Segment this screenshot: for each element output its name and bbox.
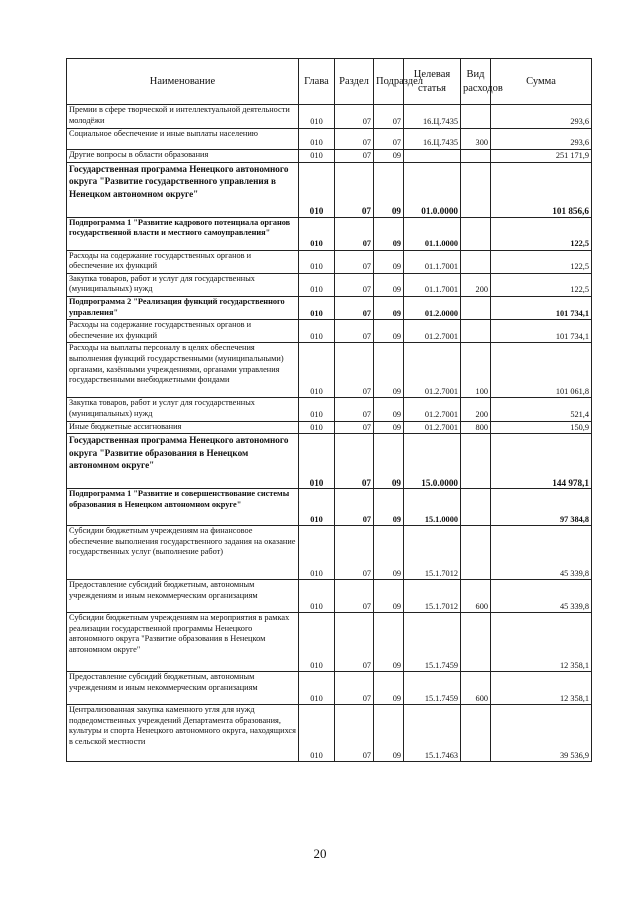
cell-name: Государственная программа Ненецкого автономного округа "Развитие государственного управления в Ненецком автономном округе" [67,162,299,217]
cell-glava: 010 [299,150,335,163]
cell-razdel: 07 [335,129,374,150]
table-row [67,398,592,421]
cell-podrazdel: 09 [374,526,404,580]
cell-podrazdel: 09 [374,250,404,273]
cell-glava: 010 [299,421,335,434]
cell-razdel: 07 [335,250,374,273]
header-razdel: Раздел [335,59,374,105]
cell-razdel: 07 [335,343,374,398]
cell-glava: 010 [299,705,335,762]
cell-glava: 010 [299,613,335,672]
cell-vid: 800 [461,421,491,434]
cell-sum: 293,6 [491,105,592,129]
header-sum: Сумма [491,59,592,105]
table-row [67,489,592,526]
table-row [67,273,592,296]
cell-razdel: 07 [335,613,374,672]
cell-vid [461,613,491,672]
cell-name: Социальное обеспечение и иные выплаты населению [67,129,299,150]
cell-target: 15.1.7012 [404,526,461,580]
cell-name: Субсидии бюджетным учреждениям на финансовое обеспечение выполнения государственного задания на оказание государственных услуг (выполнение работ) [67,526,299,580]
cell-sum: 97 384,8 [491,489,592,526]
header-vid: Вид расходов [461,59,491,105]
cell-glava: 010 [299,580,335,613]
cell-sum: 45 339,8 [491,526,592,580]
cell-vid [461,217,491,250]
cell-sum: 150,9 [491,421,592,434]
cell-sum: 39 536,9 [491,705,592,762]
cell-target: 01.1.7001 [404,250,461,273]
cell-name: Подпрограмма 1 "Развитие и совершенствование системы образования в Ненецком автономном округе" [67,489,299,526]
cell-podrazdel: 09 [374,296,404,319]
table-row [67,129,592,150]
cell-glava: 010 [299,672,335,705]
cell-sum: 12 358,1 [491,613,592,672]
cell-razdel: 07 [335,217,374,250]
cell-podrazdel: 07 [374,105,404,129]
cell-vid [461,434,491,489]
cell-vid [461,162,491,217]
cell-vid: 600 [461,580,491,613]
cell-podrazdel: 07 [374,129,404,150]
cell-target: 15.1.0000 [404,489,461,526]
cell-podrazdel: 09 [374,150,404,163]
cell-glava: 010 [299,320,335,343]
cell-razdel: 07 [335,705,374,762]
cell-razdel: 07 [335,105,374,129]
cell-podrazdel: 09 [374,705,404,762]
cell-vid: 100 [461,343,491,398]
cell-name: Иные бюджетные ассигнования [67,421,299,434]
cell-sum: 521,4 [491,398,592,421]
cell-target: 01.1.7001 [404,273,461,296]
table-row [67,526,592,580]
cell-vid [461,105,491,129]
cell-razdel: 07 [335,580,374,613]
cell-name: Предоставление субсидий бюджетным, автономным учреждениям и иным некоммерческим организациям [67,580,299,613]
cell-razdel: 07 [335,296,374,319]
cell-name: Закупка товаров, работ и услуг для государственных (муниципальных) нужд [67,273,299,296]
cell-sum: 101 856,6 [491,162,592,217]
cell-glava: 010 [299,526,335,580]
cell-sum: 122,5 [491,217,592,250]
cell-razdel: 07 [335,672,374,705]
cell-name: Другие вопросы в области образования [67,150,299,163]
cell-target: 16.Ц.7435 [404,129,461,150]
cell-razdel: 07 [335,434,374,489]
table-row [67,434,592,489]
cell-target: 01.2.7001 [404,421,461,434]
header-target: Целевая статья [404,59,461,105]
cell-razdel: 07 [335,320,374,343]
cell-target: 16.Ц.7435 [404,105,461,129]
cell-glava: 010 [299,398,335,421]
table-row [67,296,592,319]
cell-target: 15.1.7459 [404,672,461,705]
cell-podrazdel: 09 [374,162,404,217]
cell-glava: 010 [299,434,335,489]
cell-podrazdel: 09 [374,613,404,672]
cell-target: 01.2.0000 [404,296,461,319]
cell-vid [461,526,491,580]
cell-sum: 12 358,1 [491,672,592,705]
table-row [67,162,592,217]
table-row [67,150,592,163]
cell-name: Субсидии бюджетным учреждениям на мероприятия в рамках реализации государственной программы Ненецкого автономного округа "Развитие образования в Ненецком автономном округе" [67,613,299,672]
table-row [67,672,592,705]
cell-name: Премии в сфере творческой и интеллектуальной деятельности молодёжи [67,105,299,129]
cell-razdel: 07 [335,421,374,434]
cell-name: Подпрограмма 1 "Развитие кадрового потенциала органов государственной власти и местного самоуправления" [67,217,299,250]
cell-target: 01.2.7001 [404,343,461,398]
header-name: Наименование [67,59,299,105]
cell-target: 01.2.7001 [404,398,461,421]
cell-glava: 010 [299,296,335,319]
cell-sum: 293,6 [491,129,592,150]
table-row [67,613,592,672]
cell-razdel: 07 [335,398,374,421]
header-row [67,59,592,105]
cell-name: Расходы на содержание государственных органов и обеспечение их функций [67,250,299,273]
cell-name: Подпрограмма 2 "Реализация функций государственного управления" [67,296,299,319]
cell-podrazdel: 09 [374,580,404,613]
cell-podrazdel: 09 [374,398,404,421]
cell-vid [461,489,491,526]
cell-podrazdel: 09 [374,672,404,705]
cell-glava: 010 [299,250,335,273]
cell-vid [461,705,491,762]
cell-target: 15.1.7012 [404,580,461,613]
table-row [67,250,592,273]
table-row [67,705,592,762]
table-row [67,421,592,434]
cell-name: Расходы на содержание государственных органов и обеспечение их функций [67,320,299,343]
table-row [67,217,592,250]
cell-podrazdel: 09 [374,489,404,526]
cell-target: 15.0.0000 [404,434,461,489]
table-body [67,105,592,762]
cell-razdel: 07 [335,162,374,217]
cell-podrazdel: 09 [374,343,404,398]
cell-sum: 144 978,1 [491,434,592,489]
cell-podrazdel: 09 [374,320,404,343]
table-row [67,320,592,343]
cell-glava: 010 [299,105,335,129]
cell-vid: 600 [461,672,491,705]
cell-vid [461,250,491,273]
table-row [67,105,592,129]
cell-vid [461,320,491,343]
header-podrazdel: Подраздел [374,59,404,105]
cell-glava: 010 [299,129,335,150]
cell-podrazdel: 09 [374,217,404,250]
cell-target: 15.1.7459 [404,613,461,672]
cell-vid: 200 [461,398,491,421]
cell-target: 15.1.7463 [404,705,461,762]
cell-sum: 122,5 [491,250,592,273]
cell-podrazdel: 09 [374,421,404,434]
cell-razdel: 07 [335,273,374,296]
cell-name: Предоставление субсидий бюджетным, автономным учреждениям и иным некоммерческим организациям [67,672,299,705]
cell-glava: 010 [299,162,335,217]
cell-sum: 122,5 [491,273,592,296]
table-row [67,343,592,398]
cell-glava: 010 [299,217,335,250]
cell-razdel: 07 [335,150,374,163]
cell-name: Государственная программа Ненецкого автономного округа "Развитие образования в Ненецком автономном округе" [67,434,299,489]
cell-name: Закупка товаров, работ и услуг для государственных (муниципальных) нужд [67,398,299,421]
cell-target [404,150,461,163]
cell-name: Централизованная закупка каменного угля для нужд подведомственных учреждений Департамента образования, культуры и спорта Ненецкого автономного округа, находящихся в сельской местности [67,705,299,762]
header-glava: Глава [299,59,335,105]
cell-vid: 300 [461,129,491,150]
cell-razdel: 07 [335,489,374,526]
cell-glava: 010 [299,489,335,526]
cell-sum: 45 339,8 [491,580,592,613]
cell-sum: 251 171,9 [491,150,592,163]
cell-sum: 101 734,1 [491,296,592,319]
cell-glava: 010 [299,273,335,296]
table-row [67,580,592,613]
budget-table [66,58,592,762]
cell-vid [461,296,491,319]
cell-sum: 101 061,8 [491,343,592,398]
cell-glava: 010 [299,343,335,398]
cell-vid: 200 [461,273,491,296]
page-number: 20 [313,846,327,861]
cell-target: 01.2.7001 [404,320,461,343]
cell-sum: 101 734,1 [491,320,592,343]
cell-target: 01.1.0000 [404,217,461,250]
cell-podrazdel: 09 [374,273,404,296]
cell-vid [461,150,491,163]
cell-name: Расходы на выплаты персоналу в целях обеспечения выполнения функций государственными (муниципальными) органами, казёнными учреждениями, органами управления государственными внебюджетными фондами [67,343,299,398]
cell-podrazdel: 09 [374,434,404,489]
cell-razdel: 07 [335,526,374,580]
cell-target: 01.0.0000 [404,162,461,217]
